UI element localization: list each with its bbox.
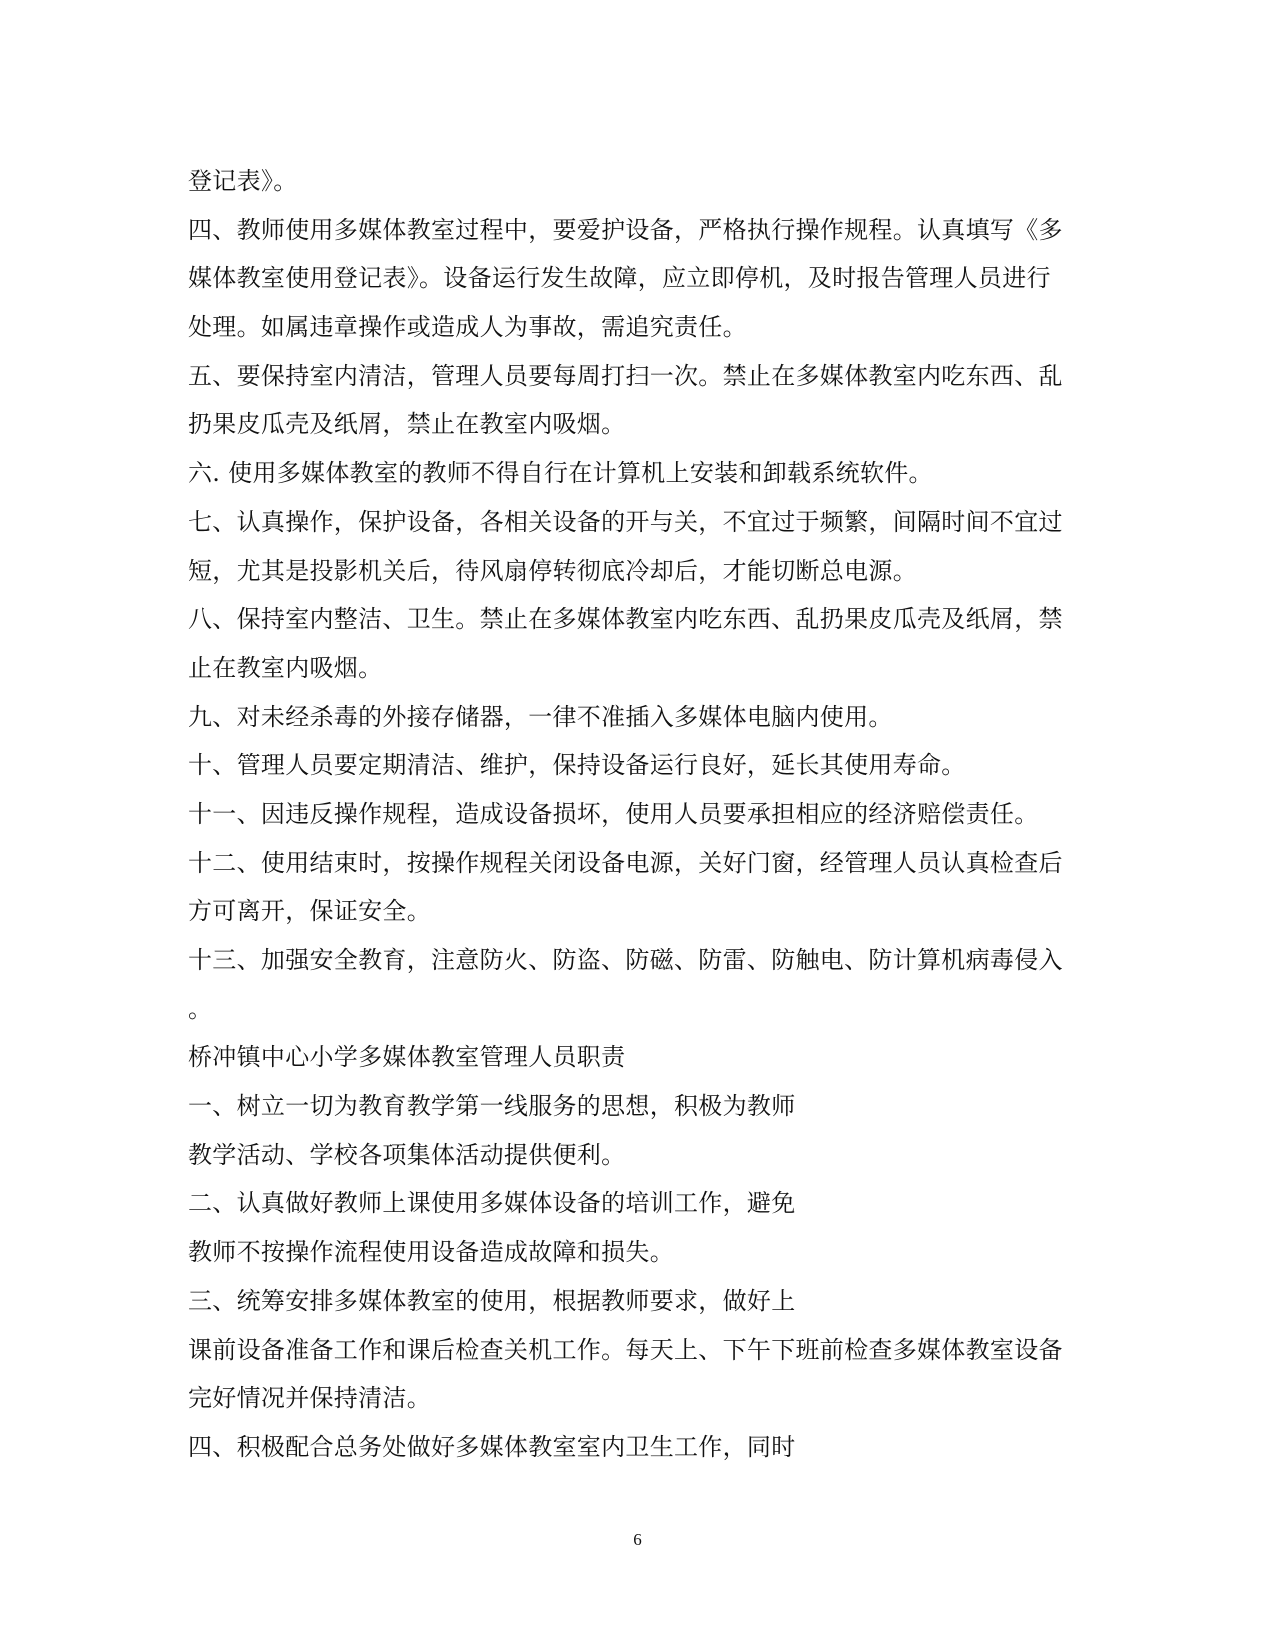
text-line: 登记表》。 (188, 167, 298, 195)
text-line: 短，尤其是投影机关后，待风扇停转彻底冷却后，才能切断总电源。 (188, 556, 917, 585)
text-line: 四、积极配合总务处做好多媒体教室室内卫生工作，同时 (188, 1432, 796, 1461)
text-line: 。 (188, 994, 213, 1023)
text-line: 三、统筹安排多媒体教室的使用，根据教师要求，做好上 (188, 1286, 796, 1315)
page-number: 6 (633, 1530, 642, 1549)
text-line: 六. 使用多媒体教室的教师不得自行在计算机上安装和卸载系统软件。 (188, 459, 933, 488)
document-body (188, 157, 1088, 1472)
text-line: 处理。如属违章操作或造成人为事故，需追究责任。 (188, 313, 747, 342)
text-line: 十三、加强安全教育，注意防火、防盗、防磁、防雷、防触电、防计算机病毒侵入 (188, 946, 1063, 974)
text-line: 教师不按操作流程使用设备造成故障和损失。 (188, 1238, 674, 1267)
text-line: 媒体教室使用登记表》。设备运行发生故障，应立即停机，及时报告管理人员进行 (188, 264, 1051, 293)
text-line: 五、要保持室内清洁，管理人员要每周打扫一次。禁止在多媒体教室内吃东西、乱 (188, 361, 1063, 390)
section-title: 桥冲镇中心小学多媒体教室管理人员职责 (188, 1043, 626, 1072)
text-line: 八、保持室内整洁、卫生。禁止在多媒体教室内吃东西、乱扔果皮瓜壳及纸屑，禁 (188, 605, 1063, 634)
text-line: 九、对未经杀毒的外接存储器，一律不准插入多媒体电脑内使用。 (188, 702, 893, 731)
text-line: 止在教室内吸烟。 (188, 653, 383, 682)
text-line: 教学活动、学校各项集体活动提供便利。 (188, 1140, 626, 1169)
text-line: 课前设备准备工作和课后检查关机工作。每天上、下午下班前检查多媒体教室设备 (188, 1335, 1063, 1364)
text-line: 七、认真操作，保护设备，各相关设备的开与关，不宜过于频繁，间隔时间不宜过 (188, 507, 1063, 536)
text-line: 十、管理人员要定期清洁、维护，保持设备运行良好，延长其使用寿命。 (188, 751, 966, 780)
text-line: 四、教师使用多媒体教室过程中，要爱护设备，严格执行操作规程。认真填写《多 (188, 215, 1063, 244)
text-line: 一、树立一切为教育教学第一线服务的思想，积极为教师 (188, 1092, 796, 1121)
text-line: 方可离开，保证安全。 (188, 897, 431, 926)
text-line: 二、认真做好教师上课使用多媒体设备的培训工作，避免 (188, 1189, 796, 1218)
text-line: 扔果皮瓜壳及纸屑，禁止在教室内吸烟。 (188, 410, 626, 439)
text-line: 十二、使用结束时，按操作规程关闭设备电源，关好门窗，经管理人员认真检查后 (188, 848, 1063, 877)
text-line: 十一、因违反操作规程，造成设备损坏，使用人员要承担相应的经济赔偿责任。 (188, 799, 1039, 828)
text-line: 完好情况并保持清洁。 (188, 1384, 431, 1413)
